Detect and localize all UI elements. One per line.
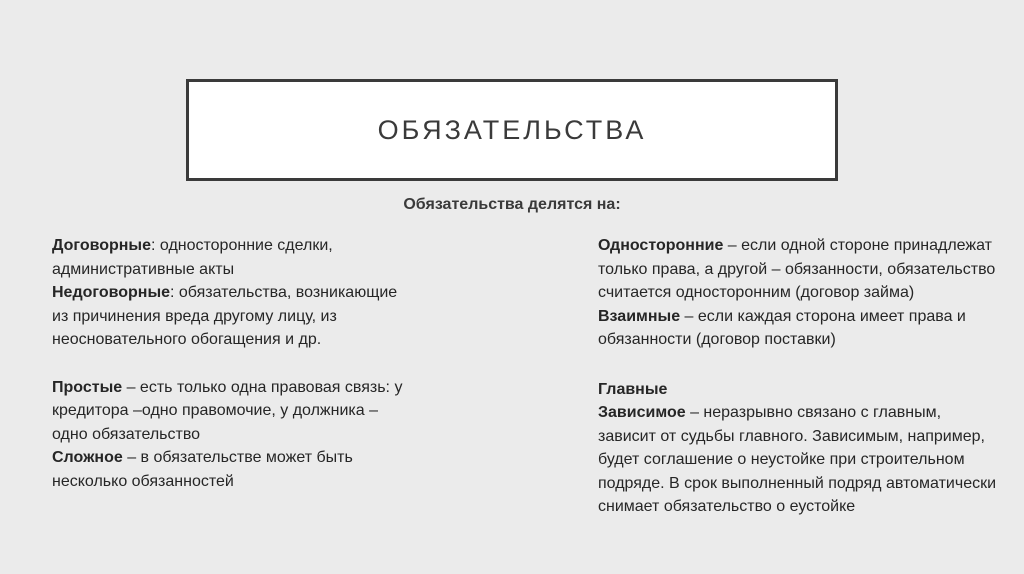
complex-term: Сложное <box>52 449 123 466</box>
spacer <box>598 352 998 378</box>
unilateral-text: – если одной стороне принадлежат только права, а другой – обязанности, обязательство считается односторонним (договор займа) <box>598 237 996 301</box>
slide-title: ОБЯЗАТЕЛЬСТВА <box>377 114 647 145</box>
unilateral-term: Односторонние <box>598 237 724 254</box>
simple-term: Простые <box>52 378 123 396</box>
slide-subtitle: Обязательства делятся на: <box>403 196 621 213</box>
contract-paragraph <box>52 234 412 281</box>
main-paragraph <box>598 378 998 402</box>
contract-term: Договорные <box>52 237 151 254</box>
mutual-paragraph <box>598 305 998 352</box>
title-box <box>186 79 838 181</box>
main-term: Главные <box>598 380 668 398</box>
spacer <box>52 352 412 376</box>
noncontract-paragraph <box>52 281 412 352</box>
dependent-text: – неразрывно связано с главным, зависит от судьбы главного. Зависимым, например, будет соглашение о неустойке при строительном подряде. В срок выполненный подряд автоматически снимает обязательство о еустойке <box>598 404 997 515</box>
dependent-paragraph <box>598 401 998 519</box>
noncontract-text: : обязательства, возникающие из причинения вреда другому лицу, из неосновательного обогащения и др. <box>52 284 398 348</box>
mutual-text: – если каждая сторона имеет права и обязанности (договор поставки) <box>598 307 966 348</box>
right-column <box>598 234 998 519</box>
simple-paragraph <box>52 376 412 447</box>
noncontract-term: Недоговорные <box>52 284 171 301</box>
simple-text: – есть только одна правовая связь: у кредитора –одно правомочие, у должника – одно обязательство <box>52 378 403 443</box>
left-column <box>52 234 412 493</box>
complex-text: – в обязательстве может быть несколько обязанностей <box>52 449 353 490</box>
contract-text: : односторонние сделки, административные акты <box>52 237 333 278</box>
complex-paragraph <box>52 446 412 493</box>
dependent-term: Зависимое <box>598 404 686 421</box>
unilateral-paragraph <box>598 234 998 305</box>
mutual-term: Взаимные <box>598 307 681 325</box>
